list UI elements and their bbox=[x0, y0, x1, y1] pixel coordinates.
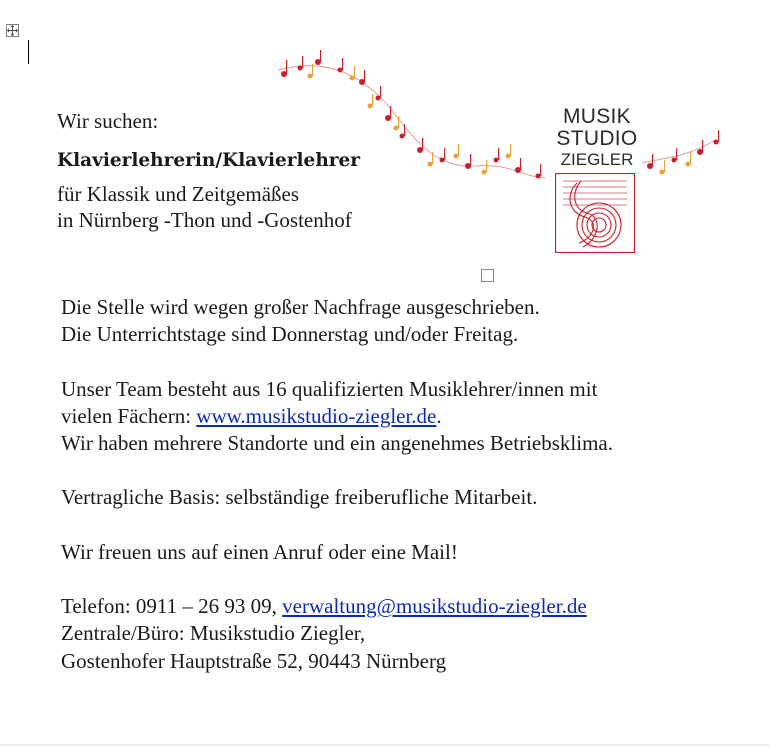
blank-line bbox=[61, 348, 761, 375]
intro-text: Wir suchen: bbox=[57, 109, 159, 133]
address-line: Gostenhofer Hauptstraße 52, 90443 Nürnberg bbox=[61, 648, 447, 673]
brand-word-studio: STUDIO bbox=[556, 127, 638, 150]
paragraph-line: Die Stelle wird wegen großer Nachfrage ausgeschrieben. bbox=[61, 295, 540, 319]
contact-line bbox=[61, 593, 761, 620]
phone-text: Telefon: 0911 – 26 93 09, bbox=[61, 594, 283, 619]
job-title: Klavierlehrerin/Klavierlehrer bbox=[57, 150, 361, 171]
address-line: Zentrale/Büro: Musikstudio Ziegler, bbox=[61, 621, 366, 646]
paragraph-line: Wir freuen uns auf einen Anruf oder eine Mail! bbox=[61, 539, 458, 564]
job-description bbox=[61, 294, 761, 675]
brand-wordmark bbox=[555, 106, 639, 170]
text-cursor bbox=[28, 40, 29, 64]
text-span: . bbox=[436, 403, 442, 428]
website-link[interactable]: www.musikstudio-ziegler.de bbox=[196, 403, 437, 428]
anchor-checkbox-icon[interactable] bbox=[481, 269, 494, 282]
job-subtitle-line2: in Nürnberg -Thon und -Gostenhof bbox=[57, 208, 352, 232]
music-notes-ribbon bbox=[270, 48, 730, 263]
paragraph-line: Vertragliche Basis: selbständige freiberufliche Mitarbeit. bbox=[61, 485, 538, 510]
email-link[interactable]: verwaltung@musikstudio-ziegler.de bbox=[282, 594, 587, 619]
move-handle-icon[interactable] bbox=[6, 24, 19, 37]
paragraph-line: Die Unterrichtstage sind Donnerstag und/oder Freitag. bbox=[61, 322, 519, 347]
blank-line bbox=[61, 512, 761, 539]
paragraph-line: Unser Team besteht aus 16 qualifizierten Musiklehrer/innen mit bbox=[61, 376, 598, 401]
paragraph-line bbox=[61, 403, 761, 430]
treble-clef-emblem-icon bbox=[555, 173, 635, 253]
text-span: vielen Fächern: bbox=[61, 403, 197, 428]
brand-word-musik: MUSIK bbox=[562, 105, 631, 128]
paragraph-line: Wir haben mehrere Standorte und ein angenehmes Betriebsklima. bbox=[61, 431, 613, 455]
blank-line bbox=[61, 457, 761, 484]
blank-line bbox=[61, 566, 761, 593]
job-subtitle-line1: für Klassik und Zeitgemäßes bbox=[57, 182, 300, 206]
brand-word-ziegler: ZIEGLER bbox=[560, 150, 634, 169]
